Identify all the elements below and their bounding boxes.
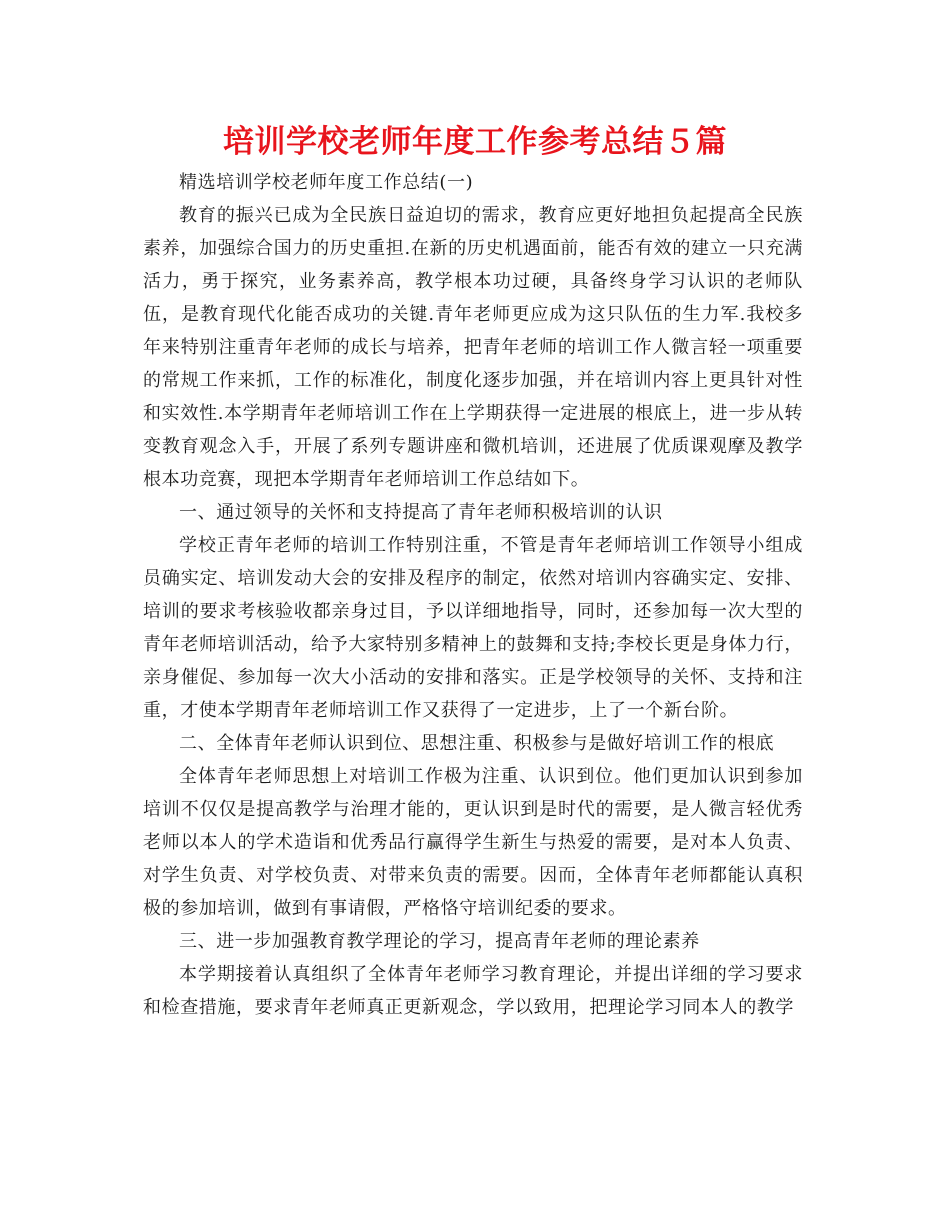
body-paragraph: 全体青年老师思想上对培训工作极为注重、认识到位。他们更加认识到参加培训不仅仅是提高教学与治理才能的，更认识到是时代的需要，是人微言轻优秀老师以本人的学术造诣和优秀品行赢得学生新生与热爱的需要，是对本人负责、对学生负责、对学校负责、对带来负责的需要。因而，全体青年老师都能认真积极的参加培训，做到有事请假，严格恪守培训纪委的要求。: [143, 766, 803, 919]
section-heading-2: 二、全体青年老师认识到位、思想注重、积极参与是做好培训工作的根底: [179, 733, 775, 754]
section-heading-3: 三、进一步加强教育教学理论的学习，提高青年老师的理论素养: [179, 931, 700, 952]
section-subtitle: 精选培训学校老师年度工作总结(一): [179, 172, 474, 193]
document-body: [143, 166, 803, 1024]
section-heading-1: 一、通过领导的关怀和支持提高了青年老师积极培训的认识: [179, 502, 663, 523]
body-paragraph: 学校正青年老师的培训工作特别注重，不管是青年老师培训工作领导小组成员确实定、培训发动大会的安排及程序的制定，依然对培训内容确实定、安排、培训的要求考核验收都亲身过目，予以详细地指导，同时，还参加每一次大型的青年老师培训活动，给予大家特别多精神上的鼓舞和支持;李校长更是身体力行，亲身催促、参加每一次大小活动的安排和落实。正是学校领导的关怀、支持和注重，才使本学期青年老师培训工作又获得了一定进步，上了一个新台阶。: [143, 535, 803, 721]
body-paragraph: 教育的振兴已成为全民族日益迫切的需求，教育应更好地担负起提高全民族素养，加强综合国力的历史重担.在新的历史机遇面前，能否有效的建立一只充满活力，勇于探究，业务素养高，教学根本功过硬，具备终身学习认识的老师队伍，是教育现代化能否成功的关键.青年老师更应成为这只队伍的生力军.我校多年来特别注重青年老师的成长与培养，把青年老师的培训工作人微言轻一项重要的常规工作来抓，工作的标准化，制度化逐步加强，并在培训内容上更具针对性和实效性.本学期青年老师培训工作在上学期获得一定进展的根底上，进一步从转变教育观念入手，开展了系列专题讲座和微机培训，还进展了优质课观摩及教学根本功竞赛，现把本学期青年老师培训工作总结如下。: [143, 205, 803, 490]
body-paragraph: 本学期接着认真组织了全体青年老师学习教育理论，并提出详细的学习要求和检查措施，要求青年老师真正更新观念，学以致用，把理论学习同本人的教学: [143, 964, 803, 1018]
document-title: 培训学校老师年度工作参考总结５篇: [223, 124, 727, 160]
